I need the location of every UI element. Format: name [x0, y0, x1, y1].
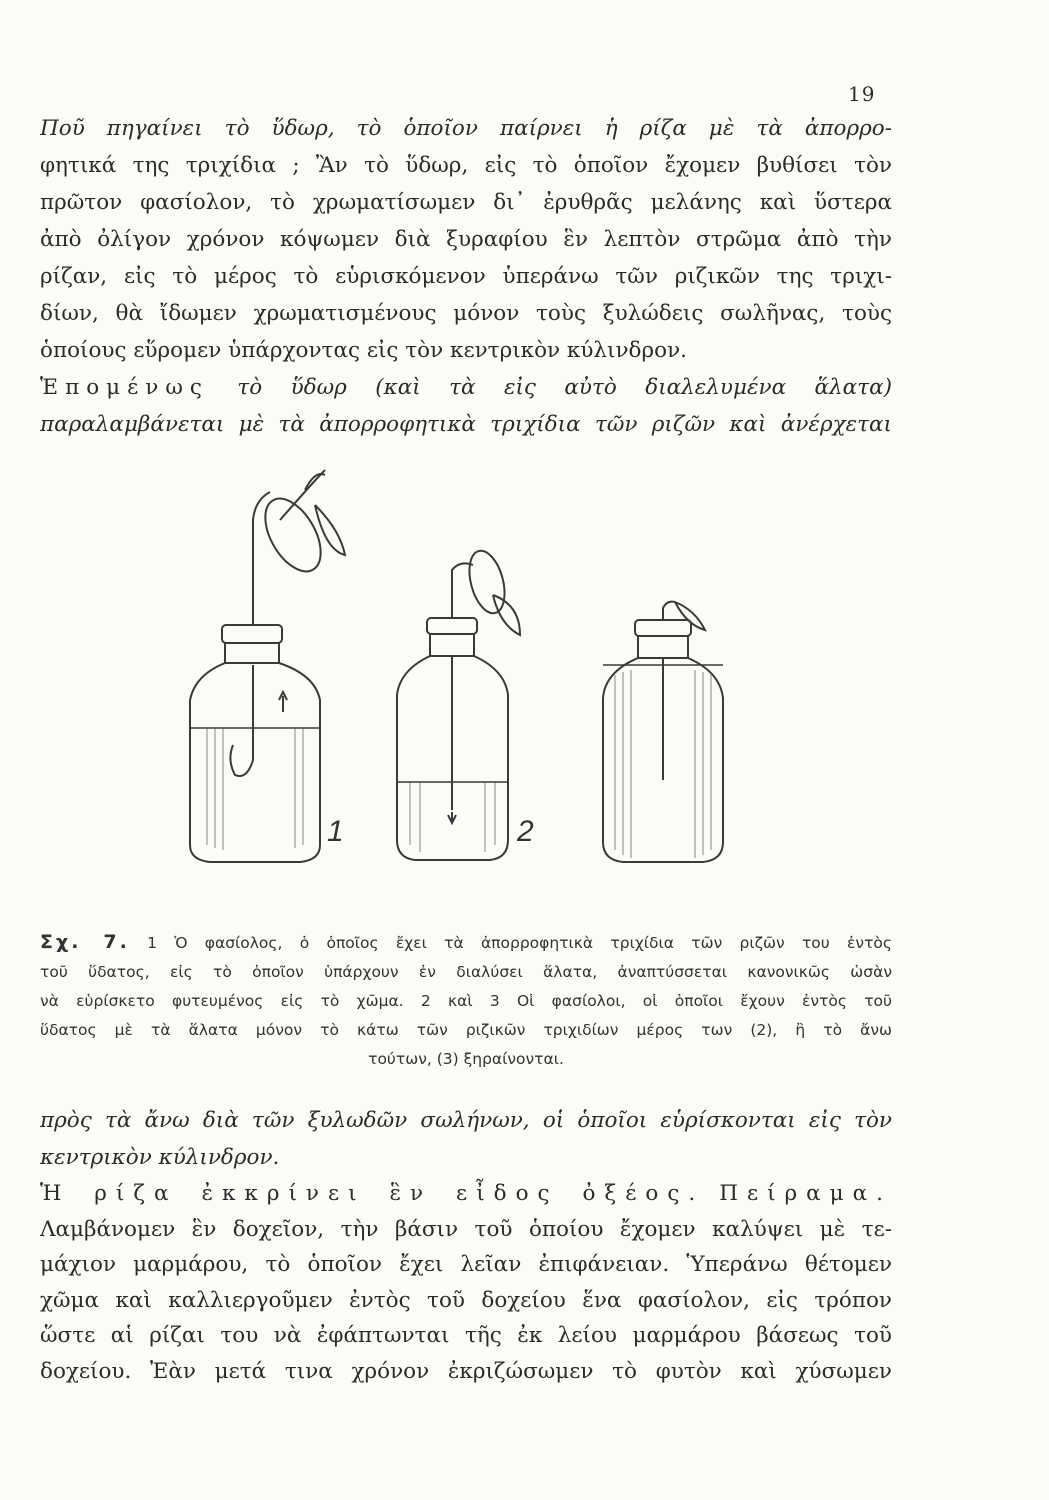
section-heading-tail: Πείραμα. — [719, 1181, 892, 1206]
text-line: ρίζαν, εἰς τὸ μέρος τὸ εὑρισκόμενον ὑπεράνω τῶν ριζικῶν της τριχι- — [40, 264, 892, 289]
caption-line: τούτων, (3) ξηραίνονται. — [368, 1050, 564, 1068]
caption-line: νὰ εὑρίσκετο φυτευμένος εἰς τὸ χῶμα. 2 καὶ 3 Οἱ φασίολοι, οἱ ὁποῖοι ἔχουν ἐντὸς τοῦ — [40, 992, 892, 1010]
caption-line: ὕδατος μὲ τὰ ἅλατα μόνον τὸ κάτω τῶν ριζικῶν τριχιδίων μέρος των (2), ἢ τὸ ἄνω — [40, 1021, 892, 1039]
page-number: 19 — [848, 82, 876, 106]
text-line: χῶμα καὶ καλλιεργοῦμεν ἐντὸς τοῦ δοχείου ἕνα φασίολον, εἰς τρόπον — [40, 1287, 892, 1313]
figure-label-2: 2 — [517, 815, 534, 848]
bottle-3 — [603, 602, 723, 862]
text-line: ὁποίους εὕρομεν ὑπάρχοντας εἰς τὸν κεντρικὸν κύλινδρον. — [40, 338, 687, 363]
bottle-2 — [397, 547, 520, 860]
text-line: κεντρικὸν κύλινδρον. — [40, 1145, 280, 1170]
text-run: τὸ ὕδωρ (καὶ τὰ εἰς αὐτὸ διαλελυμένα ἅλατα) — [237, 375, 892, 400]
text-line: Ποῦ πηγαίνει τὸ ὕδωρ, τὸ ὁποῖον παίρνει ἡ ρίζα μὲ τὰ ἀπορρο- — [40, 116, 892, 141]
section-heading: Ἡ ρίζα ἐκκρίνει ἓν εἶδος ὀξέος. — [40, 1181, 705, 1206]
caption-line: τοῦ ὕδατος, εἰς τὸ ὁποῖον ὑπάρχουν ἐν διαλύσει ἅλατα, ἀναπτύσσεται κανονικῶς ὡσὰν — [40, 963, 892, 981]
text-line: δίων, θὰ ἴδωμεν χρωματισμένους μόνον τοὺς ξυλώδεις σωλῆνας, τοὺς — [40, 301, 892, 326]
middle-paragraph — [40, 1102, 892, 1176]
figure-caption — [40, 928, 892, 1074]
emphasis-word: Ἑπομένως — [40, 375, 209, 400]
text-line: Λαμβάνομεν ἓν δοχεῖον, τὴν βάσιν τοῦ ὁποίου ἔχομεν καλύψει μὲ τε- — [40, 1216, 892, 1242]
bottle-1 — [190, 470, 345, 862]
caption-text: 1 Ὁ φασίολος, ὁ ὁποῖος ἔχει τὰ ἀπορροφητικὰ τριχίδια τῶν ριζῶν του ἐντὸς — [147, 934, 892, 952]
text-line — [40, 1176, 892, 1212]
figure-bottles — [175, 460, 755, 890]
caption-line — [40, 928, 892, 958]
text-line: παραλαμβάνεται μὲ τὰ ἀπορροφητικὰ τριχίδια τῶν ριζῶν καὶ ἀνέρχεται — [40, 412, 892, 437]
text-line: πρὸς τὰ ἄνω διὰ τῶν ξυλωδῶν σωλήνων, οἱ ὁποῖοι εὑρίσκονται εἰς τὸν — [40, 1108, 892, 1133]
text-line: δοχείου. Ἐὰν μετά τινα χρόνον ἐκριζώσωμεν τὸ φυτὸν καὶ χύσωμεν — [40, 1358, 892, 1384]
bottom-paragraph — [40, 1176, 892, 1389]
text-line — [40, 369, 892, 406]
text-line: μάχιον μαρμάρου, τὸ ὁποῖον ἔχει λεῖαν ἐπιφάνειαν. Ὑπεράνω θέτομεν — [40, 1252, 892, 1277]
text-line: φητικά της τριχίδια ; Ἂν τὸ ὕδωρ, εἰς τὸ ὁποῖον ἔχομεν βυθίσει τὸν — [40, 153, 892, 178]
text-line: πρῶτον φασίολον, τὸ χρωματίσωμεν δι᾽ ἐρυθρᾶς μελάνης καὶ ὕστερα — [40, 190, 892, 215]
bottles-illustration — [175, 460, 755, 890]
text-line: ἀπὸ ὀλίγον χρόνον κόψωμεν διὰ ξυραφίου ἓν λεπτὸν στρῶμα ἀπὸ τὴν — [40, 227, 892, 252]
text-line: ὥστε αἱ ρίζαι του νὰ ἐφάπτωνται τῆς ἐκ λείου μαρμάρου βάσεως τοῦ — [40, 1323, 892, 1348]
top-paragraph — [40, 110, 892, 443]
caption-label: Σχ. 7. — [40, 931, 130, 953]
figure-label-1: 1 — [327, 815, 344, 848]
